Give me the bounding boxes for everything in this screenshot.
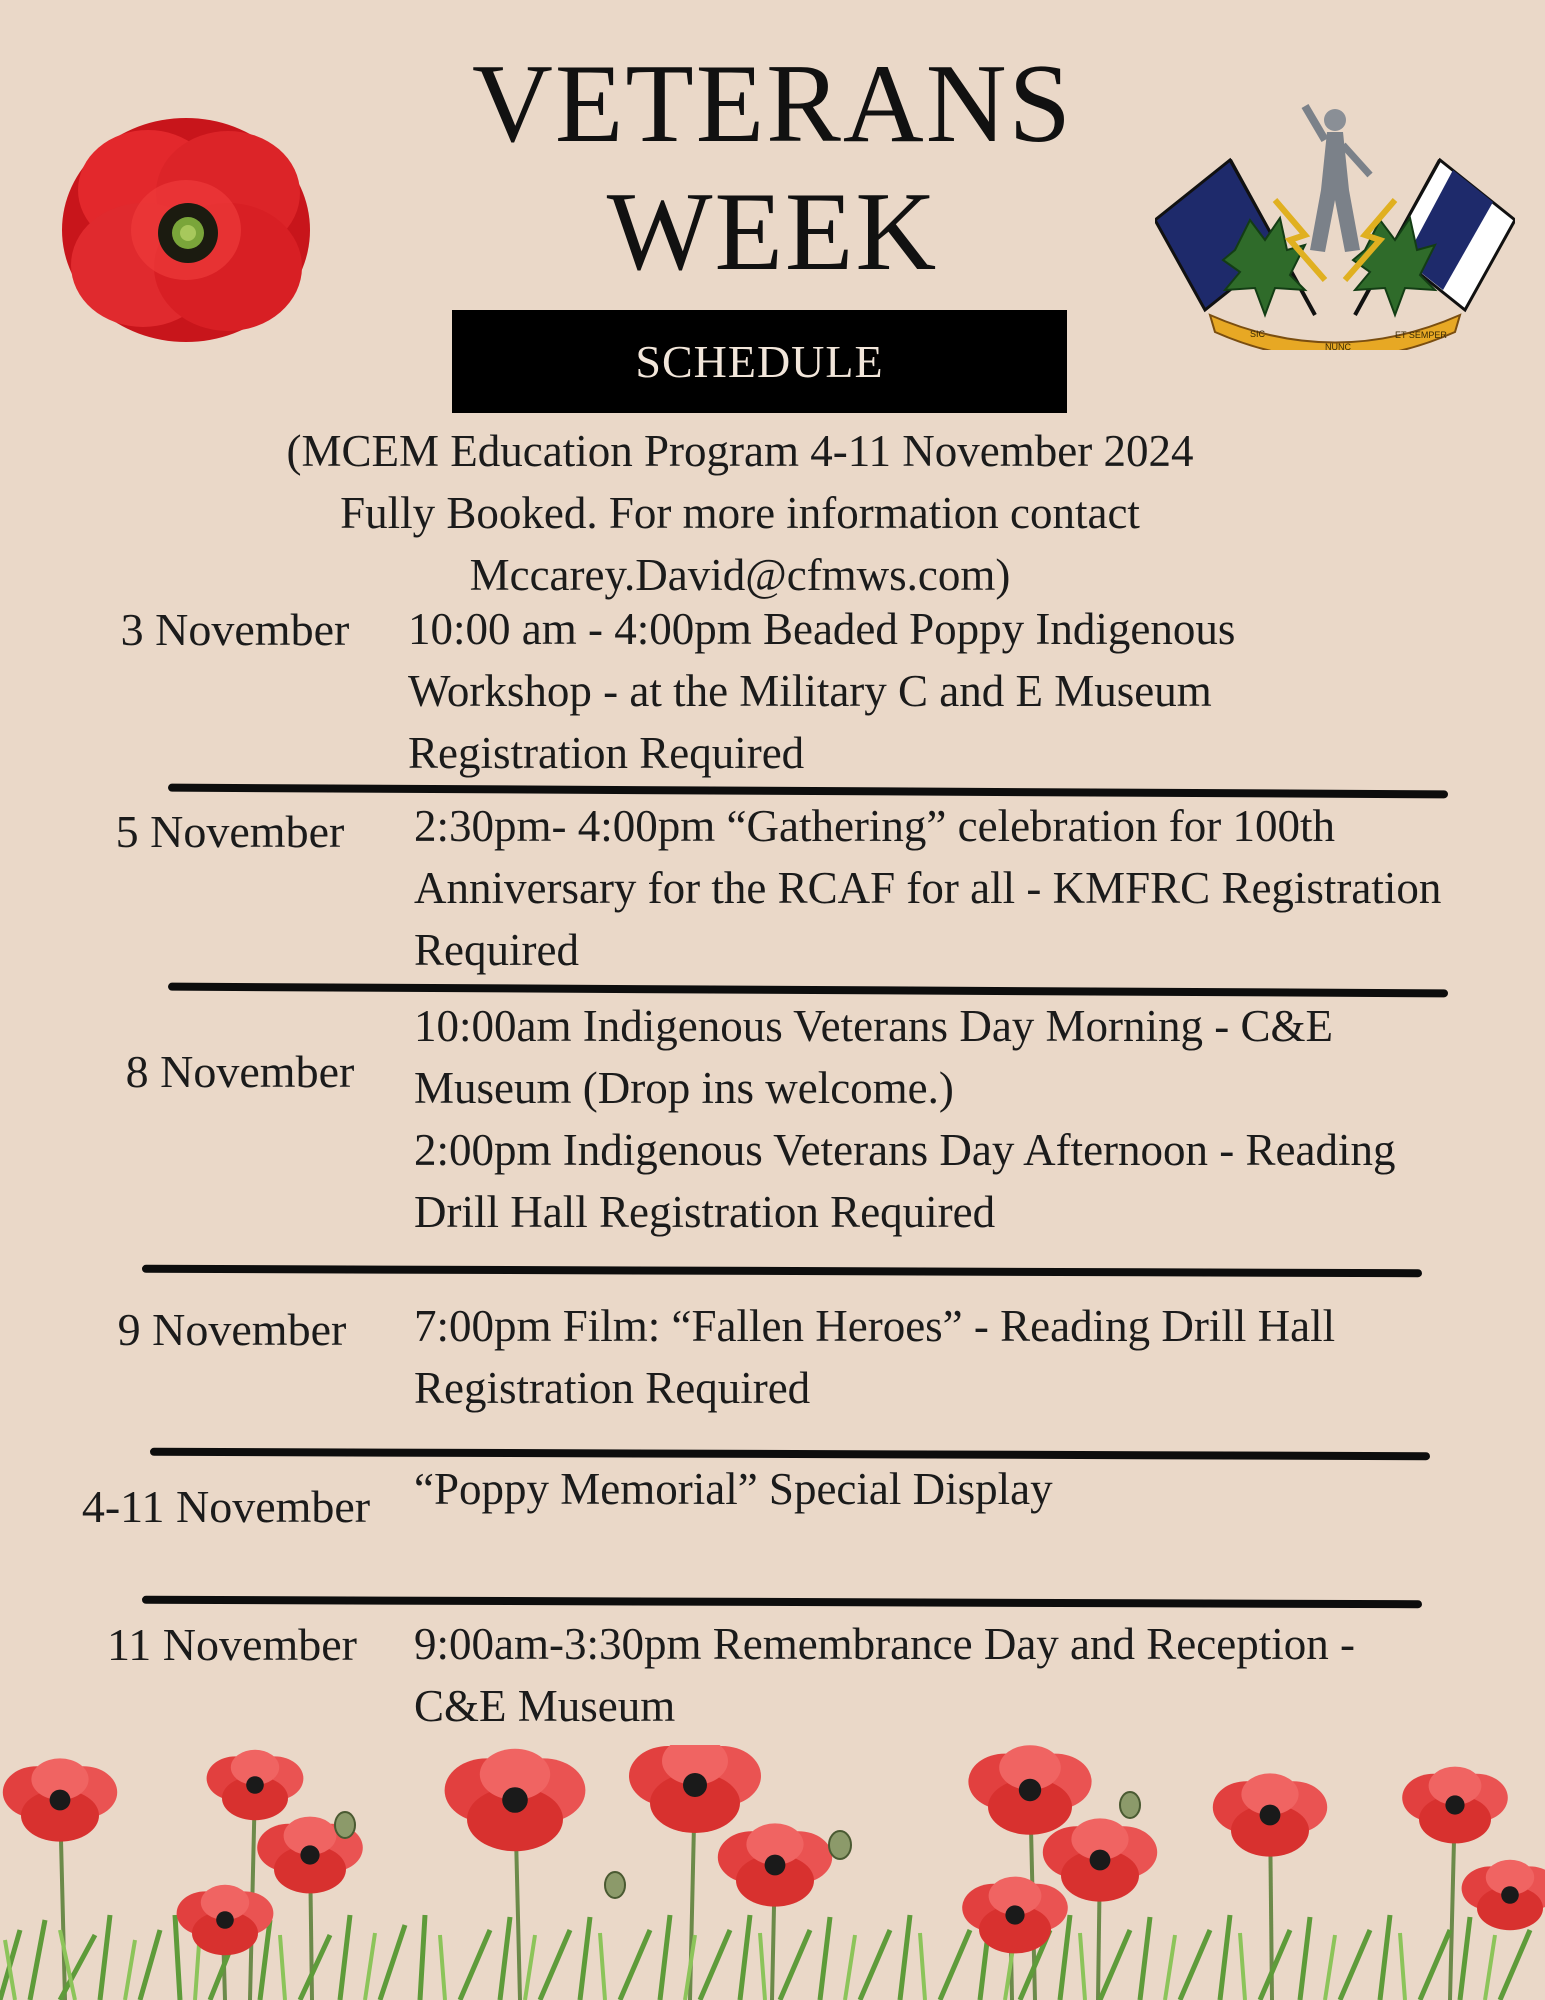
schedule-banner-label: SCHEDULE [635,336,884,387]
poppy-field-illustration [0,1745,1545,2000]
crest-motto-et-semper: ET SEMPER [1395,330,1447,340]
event-detail-line: Required [414,925,579,975]
event-details [414,1613,1355,1737]
event-detail-line: Registration Required [414,1363,811,1413]
divider [142,1596,1422,1608]
event-detail-line: 10:00am Indigenous Veterans Day Morning - C&E [414,1001,1334,1051]
event-date: 8 November [125,1046,355,1097]
title-line-veterans: VETERANS [472,42,1073,166]
crest-motto-nunc: NUNC [1325,342,1351,350]
event-details [414,795,1441,981]
event-detail-line: 10:00 am - 4:00pm Beaded Poppy Indigenous [408,604,1236,654]
signals-crest-icon [1155,100,1515,350]
intro-line: Fully Booked. For more information contact [340,488,1140,538]
event-date: 9 November [117,1304,347,1355]
event-detail-line: Anniversary for the RCAF for all - KMFRC Registration [414,863,1442,913]
event-detail-line: 2:30pm- 4:00pm “Gathering” celebration for 100th [414,801,1335,851]
event-detail-line: Drill Hall Registration Required [414,1187,996,1237]
schedule-banner [452,310,1067,413]
event-details [414,995,1395,1243]
event-detail-line: Museum (Drop ins welcome.) [414,1063,954,1113]
divider [142,1265,1422,1277]
event-date: 5 November [115,806,345,857]
intro-line: (MCEM Education Program 4-11 November 2024 [286,426,1194,476]
event-detail-line: “Poppy Memorial” Special Display [414,1464,1053,1514]
intro-contact-email: Mccarey.David@cfmws.com) [469,550,1011,600]
event-detail-line: 7:00pm Film: “Fallen Heroes” - Reading Drill Hall [414,1301,1336,1351]
event-date: 3 November [120,604,350,655]
event-detail-line: 9:00am-3:30pm Remembrance Day and Reception - [414,1619,1355,1669]
crest-motto-sic: SIC [1250,329,1266,339]
title-line-week: WEEK [606,170,939,294]
event-detail-line: C&E Museum [414,1681,676,1731]
event-detail-line: Registration Required [408,728,805,778]
event-date: 4-11 November [81,1481,371,1532]
event-details [408,598,1235,784]
event-detail-line: 2:00pm Indigenous Veterans Day Afternoon - Reading [414,1125,1396,1175]
event-details [414,1295,1335,1419]
event-details [414,1458,1053,1520]
event-date: 11 November [107,1619,357,1670]
event-detail-line: Workshop - at the Military C and E Museum [408,666,1212,716]
intro-note [150,420,1330,606]
